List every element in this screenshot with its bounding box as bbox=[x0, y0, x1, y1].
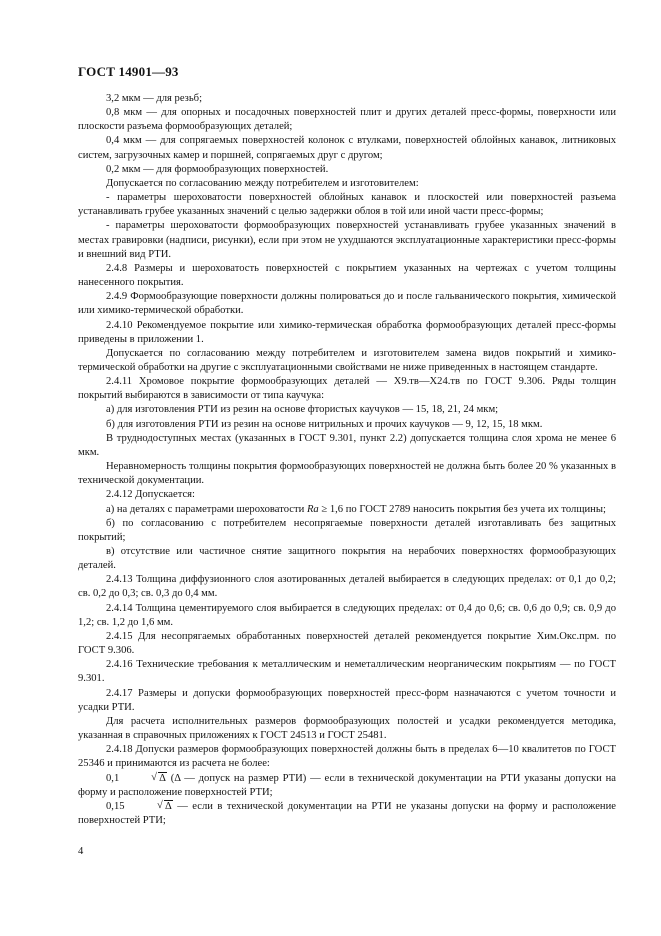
paragraph: б) по согласованию с потребителем несопрягаемые поверхности деталей изготавливать без защитных покрытий; bbox=[78, 517, 616, 543]
paragraph: Допускается по согласованию между потребителем и изготовителем: bbox=[106, 177, 419, 189]
paragraph: 0,2 мкм — для формообразующих поверхностей. bbox=[106, 163, 329, 175]
paragraph: 0,8 мкм — для опорных и посадочных поверхностей плит и других деталей пресс-формы, поверхности или плоскости разъема формообразующих деталей; bbox=[78, 107, 616, 133]
formula-paragraph-2 bbox=[78, 800, 616, 828]
formula-coefficient: 0,1 bbox=[106, 772, 120, 784]
paragraph: б) для изготовления РТИ из резин на основе нитрильных и прочих каучуков — 9, 12, 15, 18 мкм. bbox=[106, 418, 543, 430]
paragraph: Неравномерность толщины покрытия формообразующих поверхностей не должна быть более 20 % указанных в технической документации. bbox=[78, 461, 616, 487]
paragraph: 0,4 мкм — для сопрягаемых поверхностей колонок с втулками, поверхностей облойных канавок, литниковых систем, загрузочных камер и поршней, сопрягаемых друг с другом; bbox=[78, 135, 616, 161]
paragraph: а) для изготовления РТИ из резин на основе фтористых каучуков — 15, 18, 21, 24 мкм; bbox=[106, 404, 499, 416]
paragraph: в) отсутствие или частичное снятие защитного покрытия на нерабочих поверхностях формообразующих деталей. bbox=[78, 546, 616, 572]
paragraph: - параметры шероховатости формообразующих поверхностей устанавливать грубее указанных значений в местах гравировки (надписи, рисунки), если при этом не ухудшаются эксплуатационные характеристики пресс-формы и внешний вид РТИ. bbox=[78, 220, 616, 260]
paragraph: В труднодоступных местах (указанных в ГОСТ 9.301, пункт 2.2) допускается толщина слоя хрома не менее 6 мкм. bbox=[78, 432, 616, 458]
paragraph: 2.4.10 Рекомендуемое покрытие или химико-термическая обработка формообразующих деталей пресс-формы приведены в приложении 1. bbox=[78, 319, 616, 345]
formula-text: — если в технической документации на РТИ не указаны допуски на форму и расположение поверхностей РТИ; bbox=[78, 800, 616, 826]
paragraph: Допускается по согласованию между потребителем и изготовителем замена видов покрытий и химико-термической обработки на другие с эксплуатационными свойствами не ниже приведенных в настоящем стандарте. bbox=[78, 347, 616, 373]
paragraph: 2.4.14 Толщина цементируемого слоя выбирается в следующих пределах: от 0,4 до 0,6; св. 0,6 до 0,9; св. 0,9 до 1,2; св. 1,2 до 1,6 мм. bbox=[78, 602, 616, 628]
document-body bbox=[78, 92, 616, 828]
delta-symbol: Δ bbox=[159, 772, 166, 784]
formula-paragraph-1 bbox=[78, 772, 616, 800]
ra-symbol: Ra bbox=[306, 503, 319, 515]
paragraph: 2.4.12 Допускается: bbox=[106, 489, 195, 501]
paragraph: 2.4.17 Размеры и допуски формообразующих поверхностей пресс-форм назначаются с учетом точности и усадки РТИ. bbox=[78, 687, 616, 713]
paragraph: Для расчета исполнительных размеров формообразующих полостей и усадки рекомендуется методика, указанная в справочных приложениях к ГОСТ 24513 и ГОСТ 25481. bbox=[78, 715, 616, 742]
page-number: 4 bbox=[78, 846, 84, 857]
paragraph: - параметры шероховатости поверхностей облойных канавок и плоскостей или поверхностей разъема устанавливать грубее указанных значений с целью задержки облоя в той или иной части пресс-формы; bbox=[78, 192, 616, 218]
paragraph: 3,2 мкм — для резьб; bbox=[106, 93, 203, 104]
formula-text: (Δ — допуск на размер РТИ) — если в технической документации на РТИ указаны допуски на форму и расположение поверхностей РТИ; bbox=[78, 772, 617, 798]
paragraph: 2.4.11 Хромовое покрытие формообразующих деталей — Х9.тв—Х24.тв по ГОСТ 9.306. Ряды толщин покрытий выбираются в зависимости от типа каучука: bbox=[78, 376, 616, 402]
paragraph: 2.4.15 Для несопрягаемых обработанных поверхностей деталей рекомендуется покрытие Хим.Окс.прм. по ГОСТ 9.306. bbox=[78, 630, 616, 657]
paragraph: 2.4.13 Толщина диффузионного слоя азотированных деталей выбирается в следующих пределах: от 0,1 до 0,2; св. 0,2 до 0,3; св. 0,3 до 0,4 мм. bbox=[78, 574, 616, 600]
paragraph: 2.4.16 Технические требования к металлическим и неметаллическим неорганическим покрытиям — по ГОСТ 9.301. bbox=[78, 659, 616, 685]
paragraph: 2.4.9 Формообразующие поверхности должны полироваться до и после гальванического покрытия, химической или химико-термической обработки. bbox=[78, 291, 616, 317]
sqrt-symbol bbox=[129, 800, 173, 814]
formula-coefficient: 0,15 bbox=[106, 800, 125, 812]
paragraph: 2.4.18 Допуски размеров формообразующих поверхностей должны быть в пределах 6—10 квалитетов по ГОСТ 25346 и принимаются из расчета не более: bbox=[78, 744, 616, 770]
sqrt-symbol bbox=[123, 772, 167, 786]
page-header: ГОСТ 14901—93 bbox=[78, 64, 179, 79]
paragraph: 2.4.8 Размеры и шероховатость поверхностей с покрытием указанных на чертежах с учетом толщины нанесенного покрытия. bbox=[78, 262, 616, 289]
delta-symbol: Δ bbox=[165, 800, 172, 812]
paragraph: а) на деталях с параметрами шероховатости Ra ≥ 1,6 по ГОСТ 2789 наносить покрытия без учета их толщины; bbox=[106, 503, 606, 515]
